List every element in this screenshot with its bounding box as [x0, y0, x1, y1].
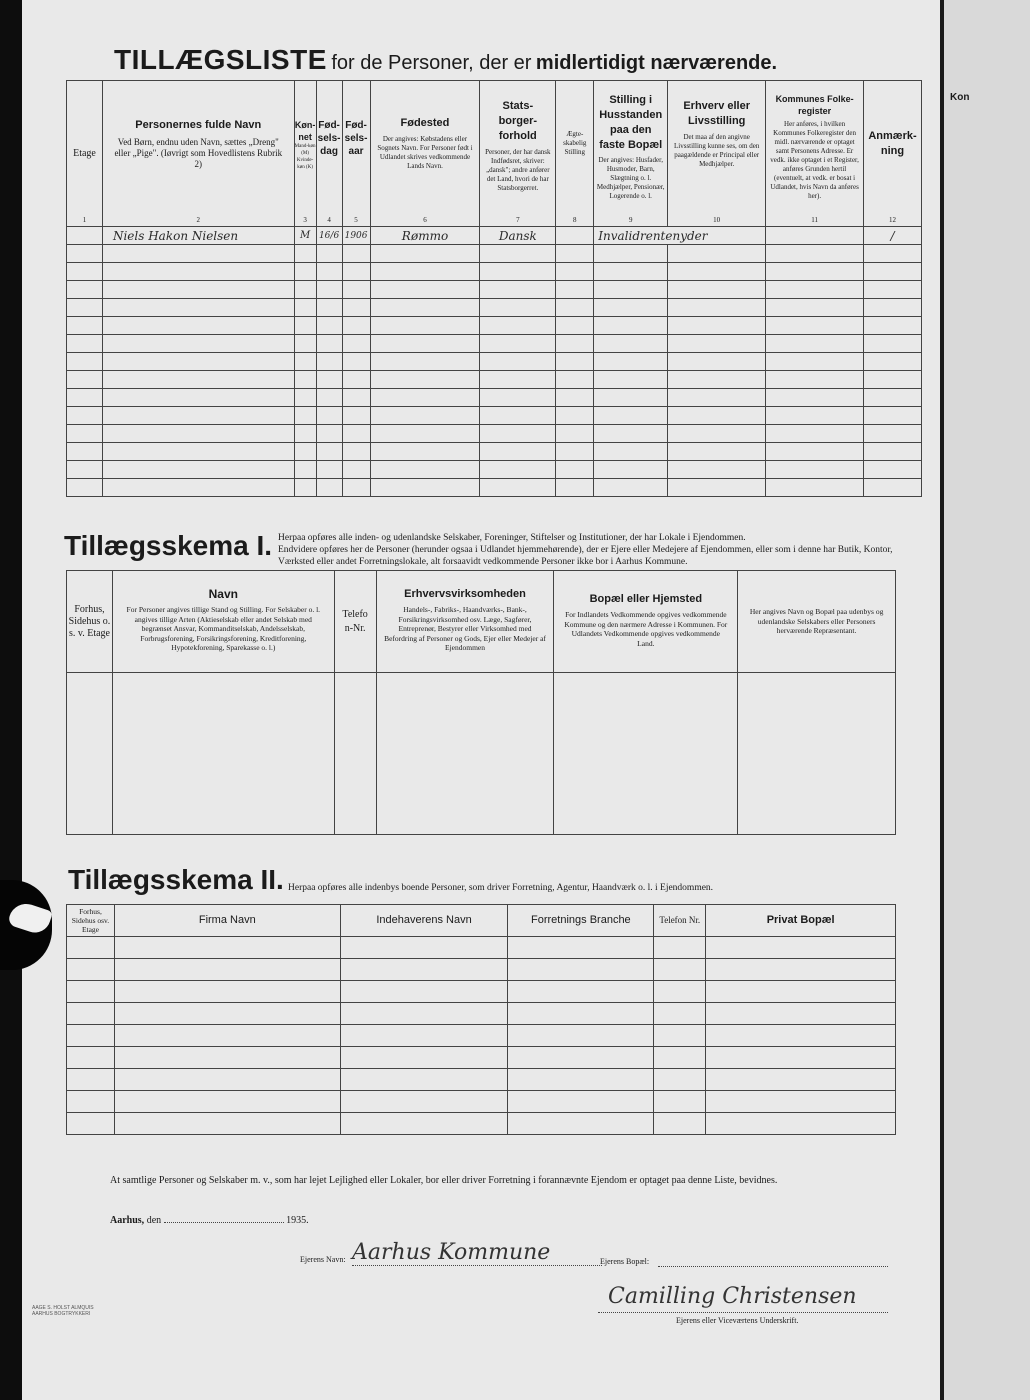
- owner-name-label: Ejerens Navn:: [300, 1255, 346, 1264]
- declaration: At samtlige Personer og Selskaber m. v., som har lejet Lejlighed eller Lokaler, bor eller driver Forretning i forannævnte Ejendom er optaget paa denne Liste, bevidnes.: [110, 1175, 778, 1186]
- skema1-col-navn: Navn For Personer angives tillige Stand og Stilling. For Selskaber o. l. angives tillige Arten (Aktieselskab eller andet Selskab med begrænset Ansvar, Kommanditselskab, Andelsselskab, Forbrugsforening, Forsikringsforening, Kreditforening, Hypotekforening, Sparekasse o. l.): [112, 571, 334, 673]
- signature-label: Ejerens eller Viceværtens Underskrift.: [676, 1316, 799, 1325]
- skema1-text-a: Herpaa opføres alle inden- og udenlandske Selskaber, Foreninger, Stiftelser og Institutioner, der har Lokale i Ejendommen.: [278, 533, 746, 543]
- cell-year: 1906: [342, 227, 370, 245]
- title-main: TILLÆGSLISTE: [114, 44, 327, 75]
- city: Aarhus,: [110, 1215, 145, 1226]
- owner-address-label: Ejerens Bopæl:: [600, 1257, 650, 1266]
- signature-line: [598, 1312, 888, 1313]
- table-row: [67, 1069, 896, 1091]
- cell-citizenship: Dansk: [480, 227, 556, 245]
- den-label: den: [146, 1215, 162, 1226]
- skema2-table: [66, 904, 896, 1135]
- table-row: [67, 959, 896, 981]
- skema2-col-etage: Forhus, Sidehus osv. Etage: [67, 905, 115, 937]
- table-row: [67, 1047, 896, 1069]
- page-title: [114, 44, 777, 76]
- cell-day: 16/6: [316, 227, 342, 245]
- owner-address-line: [658, 1266, 888, 1267]
- col-birthday: Fød-sels-dag 4: [316, 81, 342, 227]
- col-etage: Etage 1: [67, 81, 103, 227]
- table-row: [67, 353, 922, 371]
- col-birthyear: Fød-sels-aar 5: [342, 81, 370, 227]
- table-row: [67, 937, 896, 959]
- col-sex: Køn-net Mand-køn (M) Kvinde-køn (K) 3: [294, 81, 316, 227]
- col-marital: Ægte-skabelig Stilling 8: [556, 81, 594, 227]
- table-row: [67, 461, 922, 479]
- skema1-col-erhverv: Erhvervsvirksomheden Handels-, Fabriks-, Haandværks-, Bank-, Forsikringsvirksomhed osv. Læge, Sagfører, Entreprenør, Bestyrer eller Virksomhed med Befordring af Personer og Gods, Ejer eller Medejer af Ejendommen: [376, 571, 554, 673]
- table-row: [67, 425, 922, 443]
- date-line: [110, 1215, 309, 1226]
- col-name: Personernes fulde Navn Ved Børn, endnu uden Navn, sættes „Dreng" eller „Pige". (Iøvrigt som Hovedlistens Rubrik 2) 2: [102, 81, 294, 227]
- cell-register: [766, 227, 864, 245]
- col-household: Stilling i Husstanden paa den faste Bopæl Der angives: Husfader, Husmoder, Barn, Slægtning o. l. Medhjælper, Pensionær, Logerende o. l. 9: [594, 81, 668, 227]
- cell-household: Invalidrentenyder: [594, 227, 766, 245]
- cell-birthplace: Rømmo: [370, 227, 480, 245]
- title-emph: midlertidigt nærværende.: [535, 52, 778, 74]
- table-row: [67, 479, 922, 497]
- table-row: [67, 371, 922, 389]
- skema2-col-indehaver: Indehaverens Navn: [340, 905, 508, 937]
- cell-remark: /: [864, 227, 922, 245]
- skema2-col-privat: Privat Bopæl: [706, 905, 896, 937]
- cell-marital: [556, 227, 594, 245]
- skema1-col-repr: Her angives Navn og Bopæl paa udenbys og udenlandske Selskabers eller Personers herværende Repræsentant.: [738, 571, 896, 673]
- skema1-col-etage: Forhus, Sidehus o. s. v. Etage: [67, 571, 113, 673]
- title-mid: for de Personer, der er: [331, 52, 532, 74]
- col-birthplace: Fødested Der angives: Købstadens eller Sognets Navn. For Personer født i Udlandet skrives vedkommende Lands Navn. 6: [370, 81, 480, 227]
- skema2-title: Tillægsskema II.: [68, 864, 284, 895]
- main-table: [66, 80, 922, 497]
- col-citizenship: Stats-borger-forhold Personer, der har dansk Indfødsret, skriver: „dansk"; andre anfører det Land, hvori de har Statsborgerret. 7: [480, 81, 556, 227]
- table-row: [67, 227, 922, 245]
- cell-etage: [67, 227, 103, 245]
- cell-sex: M: [294, 227, 316, 245]
- skema1-table: [66, 570, 896, 835]
- table-row: [67, 1003, 896, 1025]
- table-row: [67, 263, 922, 281]
- table-row: [67, 245, 922, 263]
- header-row: [67, 81, 922, 227]
- skema2-text: Herpaa opføres alle indenbys boende Personer, som driver Forretning, Agentur, Haandværk o. l. i Ejendommen.: [288, 883, 714, 893]
- table-row: [67, 317, 922, 335]
- table-row: [67, 443, 922, 461]
- skema1-header-row: [67, 571, 896, 673]
- adjacent-page: [944, 0, 1030, 1400]
- table-row: [67, 299, 922, 317]
- year: 1935.: [286, 1215, 309, 1226]
- table-row: [67, 335, 922, 353]
- printer-stamp: AAGE S. HOLST ALMQUIS AARHUS BOGTRYKKERI: [32, 1305, 94, 1317]
- col-occupation: Erhverv eller Livsstilling Det maa af den angivne Livsstilling kunne ses, om den paagældende er Principal eller Medhjælper. 10: [668, 81, 766, 227]
- skema2-header-row: [67, 905, 896, 937]
- skema1-title: Tillægsskema I.: [64, 530, 273, 561]
- table-row: [67, 981, 896, 1003]
- adjacent-page-text: Kon: [950, 92, 970, 103]
- signature: Camilling Christensen: [608, 1284, 857, 1309]
- table-row: [67, 407, 922, 425]
- cell-name: Niels Hakon Nielsen: [102, 227, 294, 245]
- skema1-col-telefon: Telefon-Nr.: [334, 571, 376, 673]
- skema1-body-row: [67, 673, 896, 835]
- form-page: [22, 0, 944, 1400]
- skema2-col-branche: Forretnings Branche: [508, 905, 654, 937]
- table-row: [67, 281, 922, 299]
- skema2-col-telefon: Telefon Nr.: [654, 905, 706, 937]
- owner-name-value: Aarhus Kommune: [352, 1240, 602, 1266]
- skema1-text-b: Endvidere opføres her de Personer (herunder ogsaa i Udlandet hjemmehørende), der er Ejere eller Medejere af Ejendommen, eller som i denne har Butik, Kontor, Værksted eller andet Forretningslokale, alt forsaavidt vedkommende Personer ikke bor i Aarhus Kommune.: [278, 545, 893, 567]
- table-row: [67, 1113, 896, 1135]
- table-row: [67, 1025, 896, 1047]
- skema1-col-bopael: Bopæl eller Hjemsted For Indlandets Vedkommende opgives vedkommende Kommune og den nærmere Adresse i Kommunen. For Udlandets Vedkommende opgives vedkommende Land.: [554, 571, 738, 673]
- skema2-col-firma: Firma Navn: [114, 905, 340, 937]
- table-row: [67, 1091, 896, 1113]
- table-row: [67, 389, 922, 407]
- col-register: Kommunes Folke-register Her anføres, i hvilken Kommunes Folkeregister den midl. nærværende er optaget samt Personens Adresse. Er vedk. ikke optaget i et Register, anføres Grunden hertil (eventuelt, at vedk. er bosat i Udlandet, hvis Navn da anføres her). 11: [766, 81, 864, 227]
- col-remark: Anmærk-ning 12: [864, 81, 922, 227]
